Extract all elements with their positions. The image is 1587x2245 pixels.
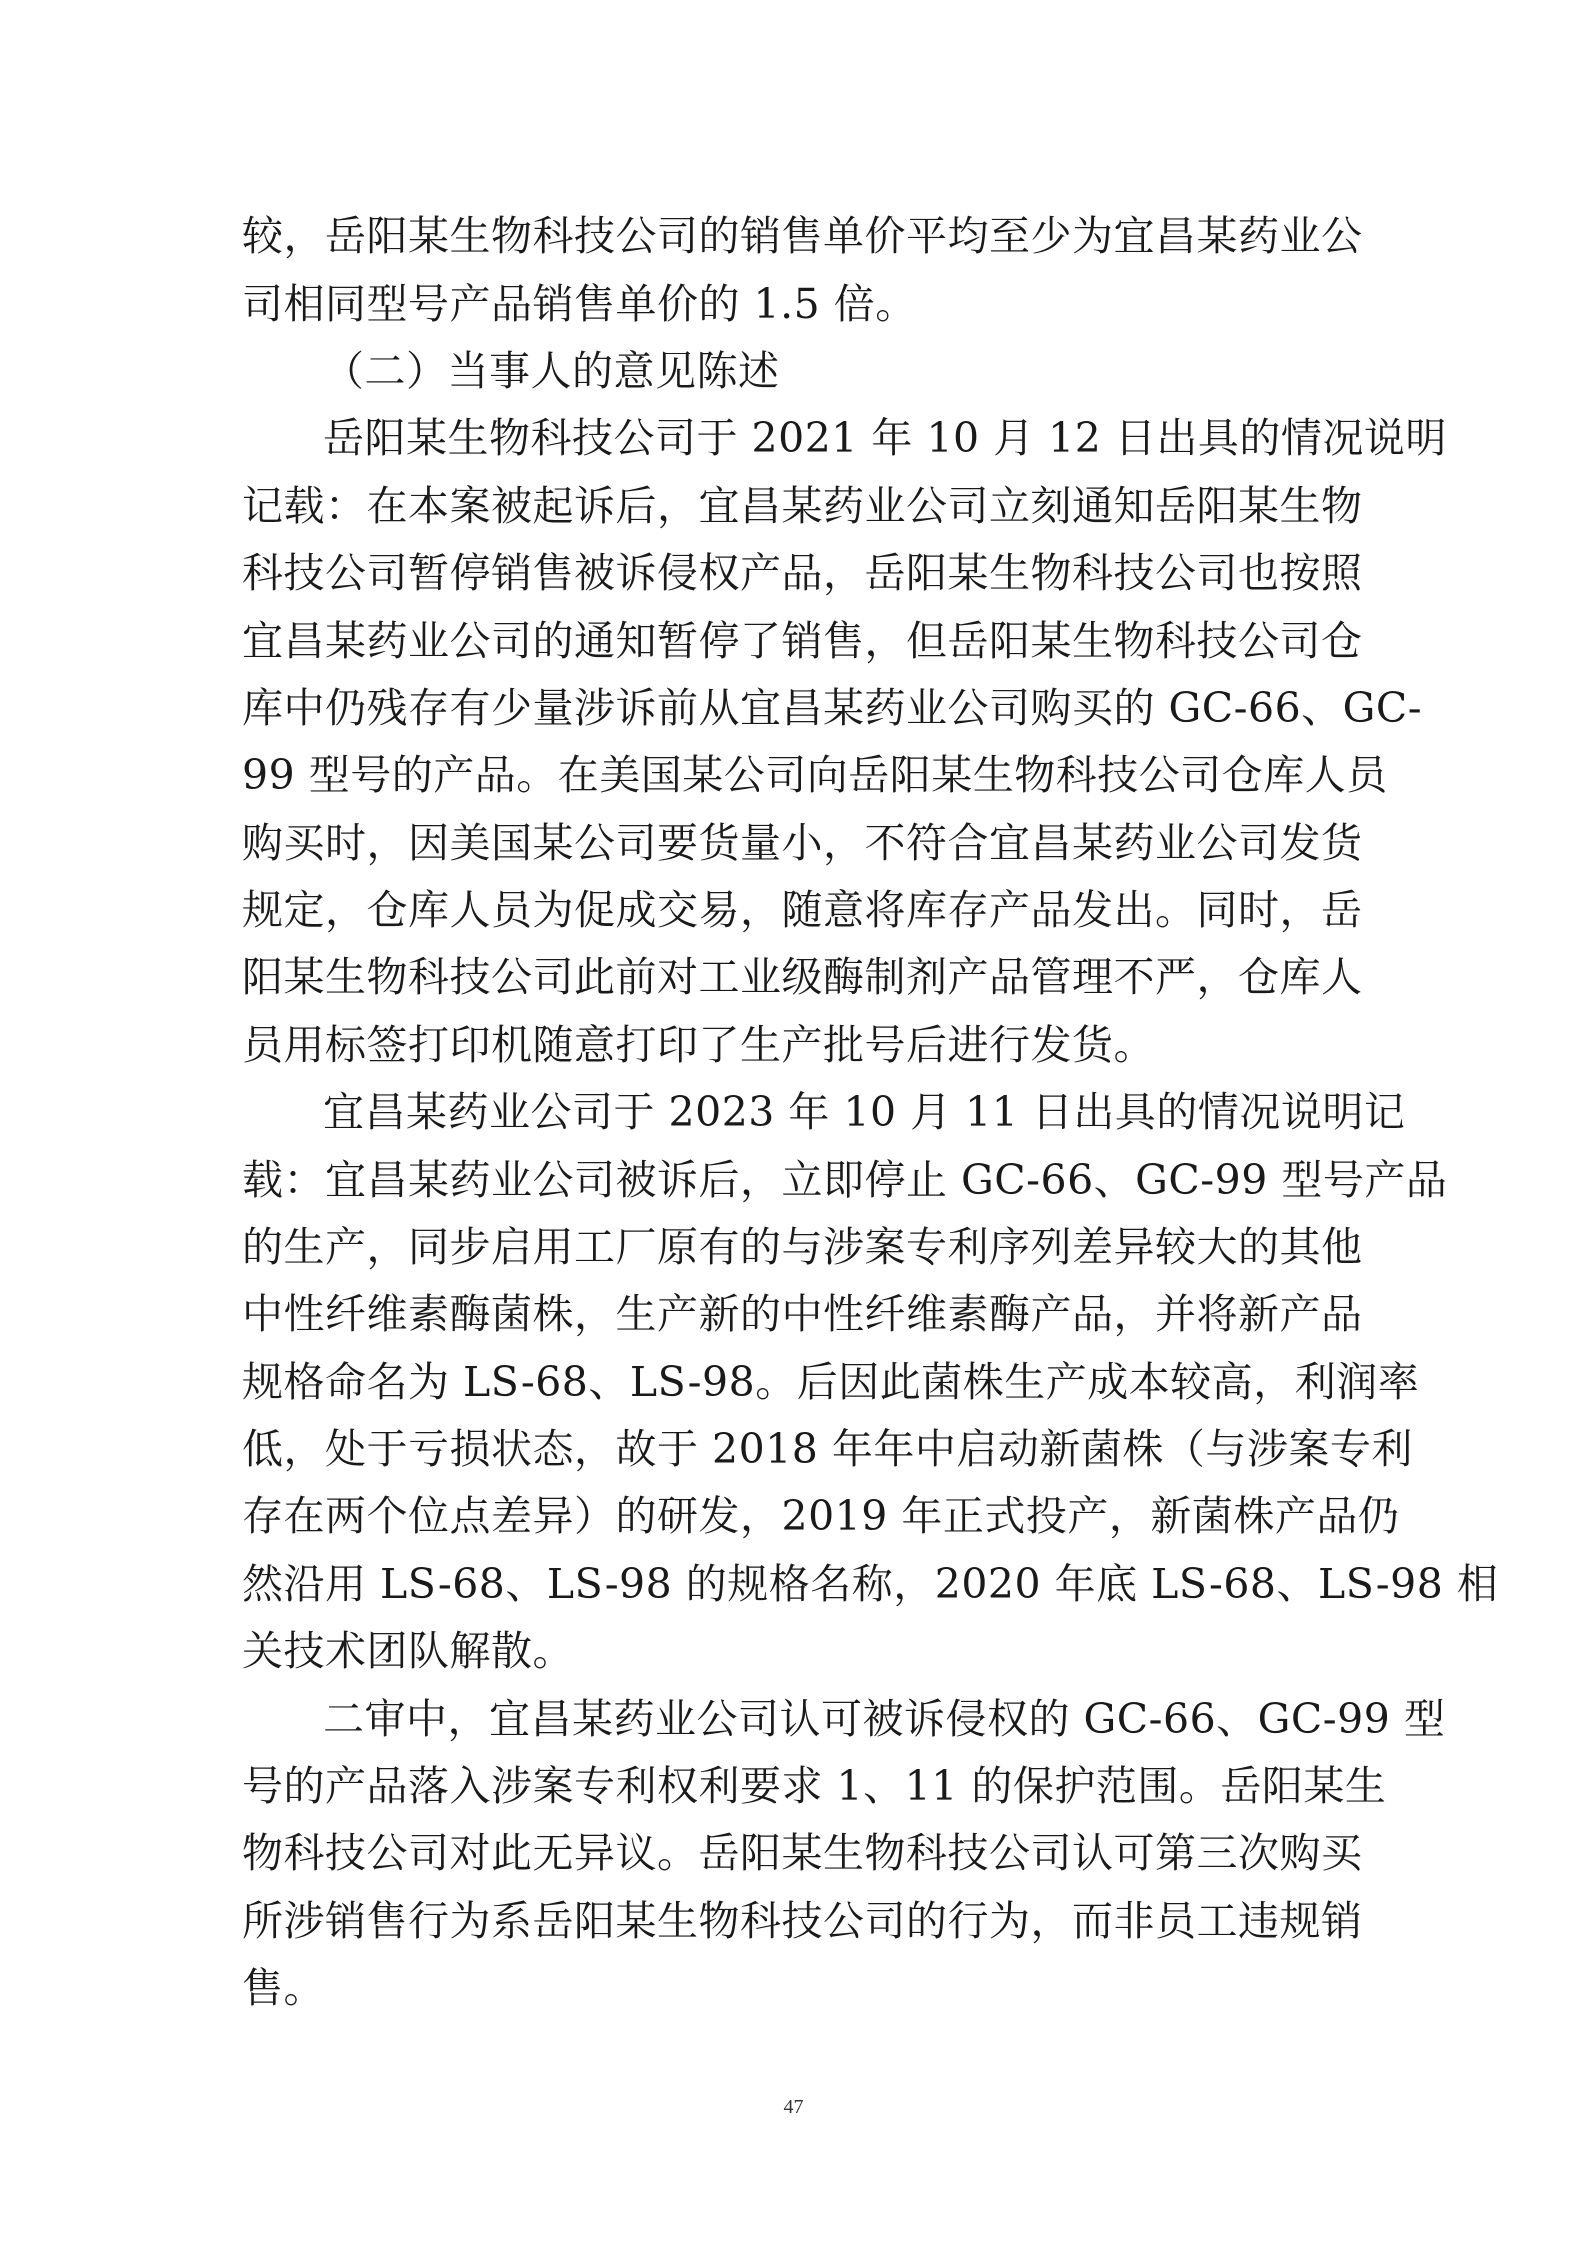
text-line: 二审中，宜昌某药业公司认可被诉侵权的 GC-66、GC-99 型 — [323, 1695, 1446, 1743]
text-line: 关技术团队解散。 — [242, 1627, 574, 1675]
text-line: 较，岳阳某生物科技公司的销售单价平均至少为宜昌某药业公 — [242, 212, 1363, 260]
text-line: 所涉销售行为系岳阳某生物科技公司的行为，而非员工违规销 — [242, 1897, 1363, 1945]
text-line: 员用标签打印机随意打印了生产批号后进行发货。 — [242, 1021, 1155, 1069]
text-line: 记载：在本案被起诉后，宜昌某药业公司立刻通知岳阳某生物 — [242, 482, 1363, 530]
text-line: 物科技公司对此无异议。岳阳某生物科技公司认可第三次购买 — [242, 1829, 1363, 1877]
text-line: 宜昌某药业公司的通知暂停了销售，但岳阳某生物科技公司仓 — [242, 617, 1363, 665]
text-line: 库中仍残存有少量涉诉前从宜昌某药业公司购买的 GC-66、GC- — [242, 684, 1423, 732]
text-line: 中性纤维素酶菌株，生产新的中性纤维素酶产品，并将新产品 — [242, 1290, 1363, 1338]
text-line: 载：宜昌某药业公司被诉后，立即停止 GC-66、GC-99 型号产品 — [242, 1156, 1448, 1204]
text-line: 岳阳某生物科技公司于 2021 年 10 月 12 日出具的情况说明 — [323, 414, 1447, 462]
text-line: 然沿用 LS-68、LS-98 的规格名称，2020 年底 LS-68、LS-98 相 — [242, 1560, 1499, 1608]
text-line: 宜昌某药业公司于 2023 年 10 月 11 日出具的情况说明记 — [323, 1088, 1406, 1136]
text-line: 低，处于亏损状态，故于 2018 年年中启动新菌株（与涉案专利 — [242, 1425, 1413, 1473]
text-line: 存在两个位点差异）的研发，2019 年正式投产，新菌株产品仍 — [242, 1492, 1400, 1540]
text-line: 99 型号的产品。在美国某公司向岳阳某生物科技公司仓库人员 — [242, 751, 1388, 799]
text-line: 科技公司暂停销售被诉侵权产品，岳阳某生物科技公司也按照 — [242, 549, 1363, 597]
text-line: 号的产品落入涉案专利权利要求 1、11 的保护范围。岳阳某生 — [242, 1762, 1387, 1810]
text-line: 规定，仓库人员为促成交易，随意将库存产品发出。同时，岳 — [242, 886, 1363, 934]
text-line: 售。 — [242, 1964, 325, 2012]
text-line: 司相同型号产品销售单价的 1.5 倍。 — [242, 280, 917, 328]
text-line: 规格命名为 LS-68、LS-98。后因此菌株生产成本较高，利润率 — [242, 1358, 1420, 1406]
text-line: 阳某生物科技公司此前对工业级酶制剂产品管理不严，仓库人 — [242, 953, 1363, 1001]
section-heading: （二）当事人的意见陈述 — [323, 347, 780, 395]
text-line: 购买时，因美国某公司要货量小，不符合宜昌某药业公司发货 — [242, 819, 1363, 867]
page-number: 47 — [783, 2096, 804, 2118]
text-line: 的生产，同步启用工厂原有的与涉案专利序列差异较大的其他 — [242, 1223, 1363, 1271]
